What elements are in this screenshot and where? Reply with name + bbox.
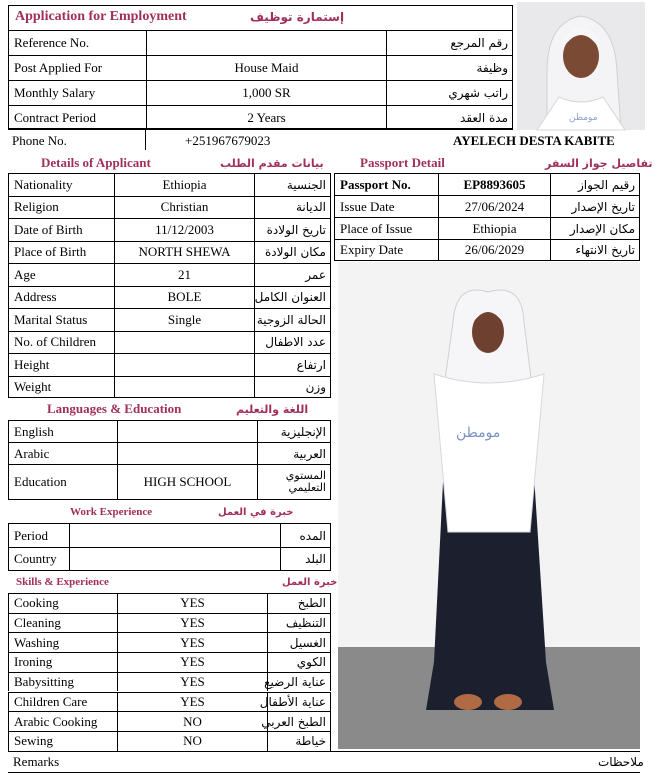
details-row (8, 241, 331, 264)
header-value: 1,000 SR (146, 81, 386, 105)
skills-value: NO (117, 732, 267, 751)
full-body-photo (338, 262, 640, 749)
passport-title: Passport Detail (360, 155, 445, 170)
work-label-arabic: البلد (280, 548, 330, 570)
skills-row (8, 593, 331, 613)
remarks-label-arabic: ملاحظات (598, 755, 644, 769)
details-label: Age (14, 266, 36, 282)
skills-value: YES (117, 594, 267, 613)
languages-value: HIGH SCHOOL (117, 465, 257, 499)
languages-label-arabic: العربية (257, 443, 330, 464)
passport-label-arabic: تاريخ الإصدار (550, 196, 639, 217)
details-label-arabic: ارتفاع (254, 354, 330, 376)
skills-title: Skills & Experience (16, 576, 109, 588)
header-label: Reference No. (14, 35, 90, 50)
passport-title-arabic: تفاصيل جواز السفر (545, 157, 653, 170)
work-value (69, 524, 280, 547)
details-label: No. of Children (14, 334, 96, 350)
details-label-arabic: مكان الولادة (254, 242, 330, 264)
skills-value: YES (117, 653, 267, 672)
skills-value: YES (117, 614, 267, 633)
work-label: Period (14, 527, 48, 543)
skills-label: Arabic Cooking (14, 713, 98, 729)
phone-value: +251967679023 (185, 133, 271, 148)
skills-row (8, 632, 331, 652)
passport-row (334, 217, 640, 239)
languages-value (117, 421, 257, 442)
work-row (8, 547, 331, 571)
header-row (8, 80, 513, 105)
header-label: Contract Period (14, 109, 96, 125)
languages-label: Education (14, 474, 67, 489)
passport-row (334, 239, 640, 261)
languages-label: Arabic (14, 445, 50, 461)
languages-title: Languages & Education (47, 401, 182, 416)
header-label-arabic: وظيفة (386, 56, 512, 80)
details-label-arabic: الجنسية (254, 174, 330, 196)
header-label: Post Applied For (14, 60, 103, 75)
passport-label-arabic: مكان الإصدار (550, 218, 639, 239)
passport-label: Passport No. (340, 176, 411, 192)
svg-text:مومطن: مومطن (456, 425, 501, 441)
details-label: Weight (14, 378, 52, 394)
skills-label-arabic: الطبخ (267, 594, 330, 613)
details-label-arabic: عمر (254, 264, 330, 286)
headshot-photo (517, 2, 645, 130)
skills-label: Washing (14, 634, 60, 650)
details-value: Single (114, 309, 254, 331)
skills-row (8, 731, 331, 751)
languages-row (8, 442, 331, 464)
details-value: 21 (114, 264, 254, 286)
skills-row (8, 652, 331, 672)
details-label-arabic: تاريخ الولادة (254, 219, 330, 241)
details-label-arabic: الديانة (254, 197, 330, 219)
header-row (8, 30, 513, 55)
details-row (8, 263, 331, 286)
passport-value: EP8893605 (438, 174, 550, 195)
passport-label: Place of Issue (340, 220, 413, 236)
header-label-arabic: راتب شهري (386, 81, 512, 105)
skills-label: Cleaning (14, 615, 61, 631)
passport-label: Expiry Date (340, 242, 404, 257)
header-row (8, 105, 513, 130)
languages-value (117, 443, 257, 464)
header-value: House Maid (146, 56, 386, 80)
skills-label-arabic: عناية الأطفال (267, 693, 330, 712)
details-value: BOLE (114, 287, 254, 309)
details-value (114, 377, 254, 398)
details-row (8, 173, 331, 196)
details-label: Religion (14, 199, 59, 215)
passport-value: 26/06/2029 (438, 240, 550, 260)
passport-label: Issue Date (340, 198, 395, 214)
details-label-arabic: عدد الاطفال (254, 332, 330, 354)
details-label: Marital Status (14, 311, 88, 327)
skills-value: YES (117, 633, 267, 652)
skills-value: NO (117, 712, 267, 731)
details-value: 11/12/2003 (114, 219, 254, 241)
details-row (8, 353, 331, 376)
details-label-arabic: العنوان الكامل (254, 287, 330, 309)
skills-title-arabic: خبرة العمل (282, 577, 338, 588)
details-row (8, 196, 331, 219)
passport-row (334, 195, 640, 217)
skills-label-arabic: الكوي (267, 653, 330, 672)
skills-label-arabic: الغسيل (267, 633, 330, 652)
passport-value: 27/06/2024 (438, 196, 550, 217)
work-title-arabic: خبرة في العمل (218, 507, 294, 518)
details-value: Christian (114, 197, 254, 219)
skills-label: Cooking (14, 595, 59, 611)
skills-row (8, 613, 331, 633)
details-row (8, 331, 331, 354)
details-row (8, 286, 331, 309)
details-label: Nationality (14, 176, 73, 192)
form-title: Application for Employment (15, 9, 187, 24)
languages-label-arabic: الإنجليزية (257, 421, 330, 442)
header-label-arabic: مدة العقد (386, 106, 512, 129)
details-row (8, 218, 331, 241)
languages-title-arabic: اللغة والتعليم (236, 403, 309, 416)
details-label: Height (14, 356, 50, 372)
header-value: 2 Years (146, 106, 386, 129)
skills-value: YES (117, 673, 267, 692)
languages-row (8, 464, 331, 500)
details-title: Details of Applicant (41, 155, 151, 170)
skills-label-arabic: خياطة (267, 732, 330, 751)
work-label-arabic: المده (280, 524, 330, 547)
remarks-row (8, 751, 640, 773)
applicant-name: AYELECH DESTA KABITE (453, 133, 615, 148)
skills-label: Sewing (14, 733, 53, 749)
svg-text:مومطن: مومطن (569, 113, 598, 123)
passport-label-arabic: تاريخ الانتهاء (550, 240, 639, 260)
skills-label-arabic: الطبخ العربي (267, 712, 330, 731)
work-label: Country (14, 551, 57, 566)
phone-label: Phone No. (12, 133, 67, 148)
details-title-arabic: بيانات مقدم الطلب (220, 157, 324, 170)
languages-row (8, 420, 331, 442)
skills-label: Children Care (14, 693, 88, 709)
skills-label: Ironing (14, 654, 53, 670)
skills-row (8, 672, 331, 692)
form-title-arabic: إستمارة توظيف (250, 10, 345, 24)
remarks-label: Remarks (13, 754, 60, 769)
languages-label: English (14, 423, 54, 439)
details-value: NORTH SHEWA (114, 242, 254, 264)
header-label-arabic: رقم المرجع (386, 31, 512, 55)
details-label: Date of Birth (14, 221, 83, 237)
details-value (114, 354, 254, 376)
work-title: Work Experience (70, 506, 153, 518)
passport-row (334, 173, 640, 195)
skills-label-arabic: عناية الرضيع (267, 673, 330, 692)
skills-value: YES (117, 693, 267, 712)
details-row (8, 308, 331, 331)
details-label: Place of Birth (14, 244, 87, 260)
header-row (8, 55, 513, 80)
passport-label-arabic: رقيم الجواز (550, 174, 639, 195)
skills-row (8, 711, 331, 731)
languages-label-arabic: المستوي التعليمي (257, 465, 330, 499)
skills-label-arabic: التنظيف (267, 614, 330, 633)
details-label-arabic: وزن (254, 377, 330, 398)
details-label: Address (14, 289, 57, 305)
details-value (114, 332, 254, 354)
work-value (69, 548, 280, 570)
phone-divider (145, 130, 146, 150)
details-value: Ethiopia (114, 174, 254, 196)
details-label-arabic: الحالة الزوجية (254, 309, 330, 331)
skills-label: Babysitting (14, 674, 74, 690)
passport-value: Ethiopia (438, 218, 550, 239)
details-row (8, 376, 331, 399)
work-row (8, 523, 331, 547)
header-value (146, 31, 386, 55)
skills-row (8, 692, 331, 712)
header-label: Monthly Salary (14, 85, 96, 100)
